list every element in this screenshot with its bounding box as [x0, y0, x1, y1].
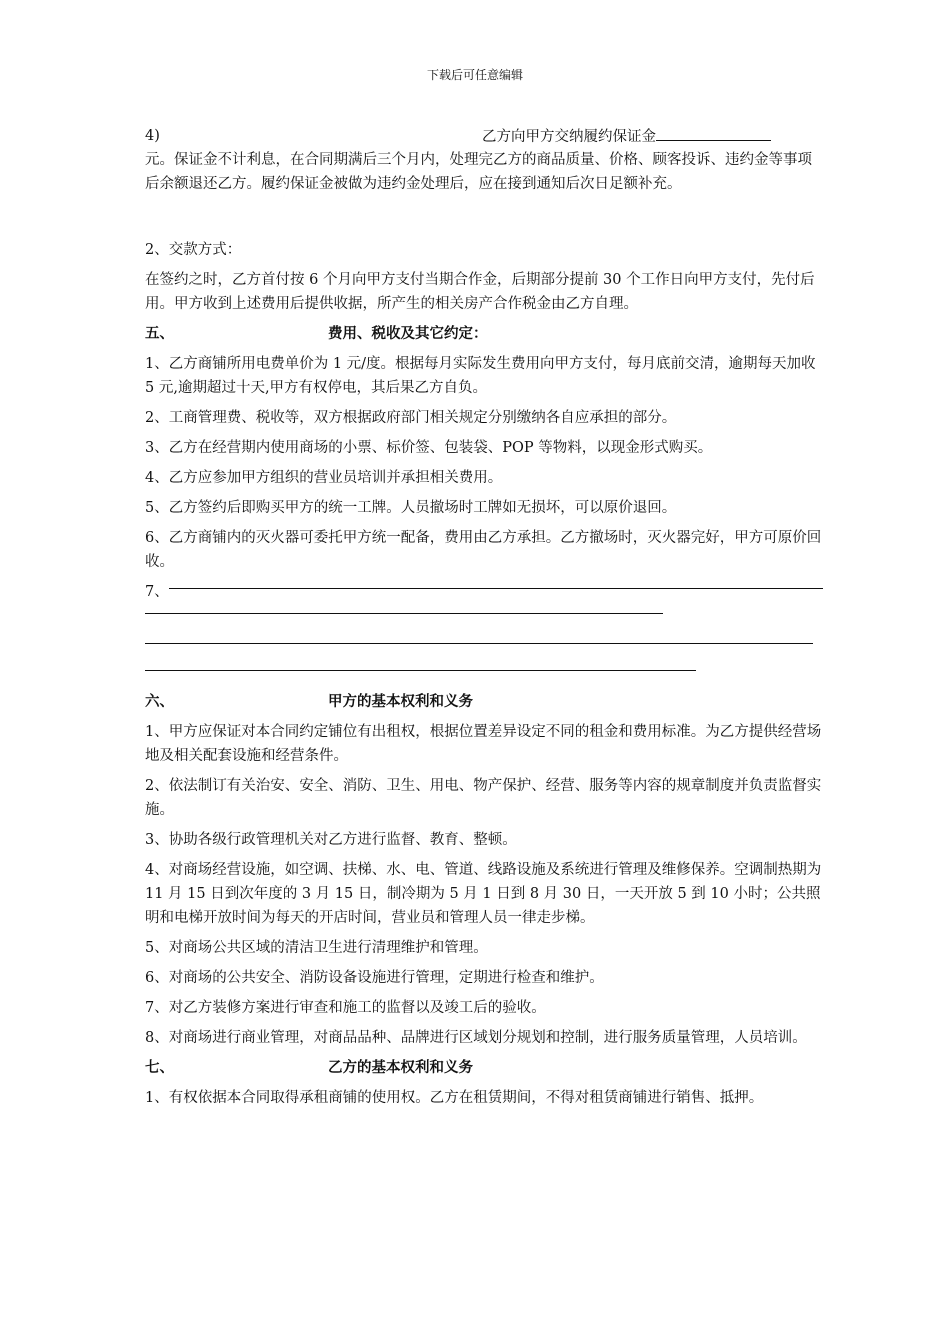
section-7-item-1: 1、有权依据本合同取得承租商铺的使用权。乙方在租赁期间，不得对租赁商铺进行销售、抵押。 — [145, 1090, 764, 1106]
section-5-item-1: 1、乙方商铺所用电费单价为 1 元/度。根据每月实际发生费用向甲方支付，每月底前交清，逾期每天加收 5 元,逾期超过十天,甲方有权停电，其后果乙方自负。 — [145, 356, 816, 396]
clause-4-label: 乙方向甲方交纳履约保证金 — [482, 129, 656, 145]
deposit-amount-blank — [656, 124, 771, 141]
section-6-item-2: 2、依法制订有关治安、安全、消防、卫生、用电、物产保护、经营、服务等内容的规章制度并负责监督实施。 — [145, 778, 822, 818]
section-6-title: 甲方的基本权利和义务 — [328, 693, 473, 710]
section-5-item-7 — [145, 580, 825, 604]
section-5-title: 费用、税收及其它约定： — [328, 325, 488, 342]
section-5-item-7-number: 7、 — [145, 584, 169, 600]
fill-in-lines-block — [145, 604, 825, 690]
clause-4-number: 4) — [145, 128, 160, 144]
section-6-heading — [145, 690, 825, 714]
section-7-heading — [145, 1056, 825, 1080]
clause-4-continuation: 元。保证金不计利息，在合同期满后三个月内，处理完乙方的商品质量、价格、顾客投诉、违约金等事项后余额退还乙方。履约保证金被做为违约金处理后，应在接到通知后次日足额补充。 — [145, 152, 812, 192]
section-6-number: 六、 — [145, 693, 174, 710]
fill-in-line — [145, 670, 696, 671]
section-6-item-4: 4、对商场经营设施，如空调、扶梯、水、电、管道、线路设施及系统进行管理及维修保养。空调制热期为 11 月 15 日到次年度的 3 月 15 日，制冷期为 5 月 1 日到 8 月 30 日，一天开放 5 到 10 小时；公共照明和电梯开放时间为每天的开店时间，营业员和管理人员一律走步梯。 — [145, 862, 822, 926]
section-5-item-2: 2、工商管理费、税收等，双方根据政府部门相关规定分别缴纳各自应承担的部分。 — [145, 410, 677, 426]
section-5-heading — [145, 322, 825, 346]
fill-in-line — [169, 588, 823, 589]
section-6-item-1: 1、甲方应保证对本合同约定铺位有出租权，根据位置差异设定不同的租金和费用标准。为乙方提供经营场地及相关配套设施和经营条件。 — [145, 724, 822, 764]
section-7-title: 乙方的基本权利和义务 — [328, 1059, 473, 1076]
section-7-number: 七、 — [145, 1059, 174, 1076]
section-5-number: 五、 — [145, 325, 174, 342]
clause-4-text — [482, 124, 771, 149]
payment-text: 在签约之时，乙方首付按 6 个月向甲方支付当期合作金，后期部分提前 30 个工作日向甲方支付，先付后用。甲方收到上述费用后提供收据，所产生的相关房产合作税金由乙方自理。 — [145, 272, 815, 312]
section-5-item-3: 3、乙方在经营期内使用商场的小票、标价签、包装袋、POP 等物料，以现金形式购买。 — [145, 440, 713, 456]
page-header: 下载后可任意编辑 — [426, 68, 523, 82]
section-6-item-6: 6、对商场的公共安全、消防设备设施进行管理，定期进行检查和维护。 — [145, 970, 604, 986]
section-5-item-6: 6、乙方商铺内的灭火器可委托甲方统一配备，费用由乙方承担。乙方撤场时，灭火器完好，甲方可原价回收。 — [145, 530, 822, 570]
fill-in-line — [145, 643, 813, 644]
section-5-item-4: 4、乙方应参加甲方组织的营业员培训并承担相关费用。 — [145, 470, 503, 486]
section-6-item-8: 8、对商场进行商业管理，对商品品种、品牌进行区域划分规划和控制，进行服务质量管理，人员培训。 — [145, 1030, 807, 1046]
section-6-item-7: 7、对乙方装修方案进行审查和施工的监督以及竣工后的验收。 — [145, 1000, 546, 1016]
section-6-item-3: 3、协助各级行政管理机关对乙方进行监督、教育、整顿。 — [145, 832, 517, 848]
section-5-item-5: 5、乙方签约后即购买甲方的统一工牌。人员撤场时工牌如无损坏，可以原价退回。 — [145, 500, 677, 516]
fill-in-line — [145, 613, 663, 614]
clause-4-line — [145, 124, 825, 148]
document-body — [145, 124, 825, 1116]
section-6-item-5: 5、对商场公共区域的清洁卫生进行清理维护和管理。 — [145, 940, 488, 956]
payment-title: 2、交款方式： — [145, 242, 242, 258]
